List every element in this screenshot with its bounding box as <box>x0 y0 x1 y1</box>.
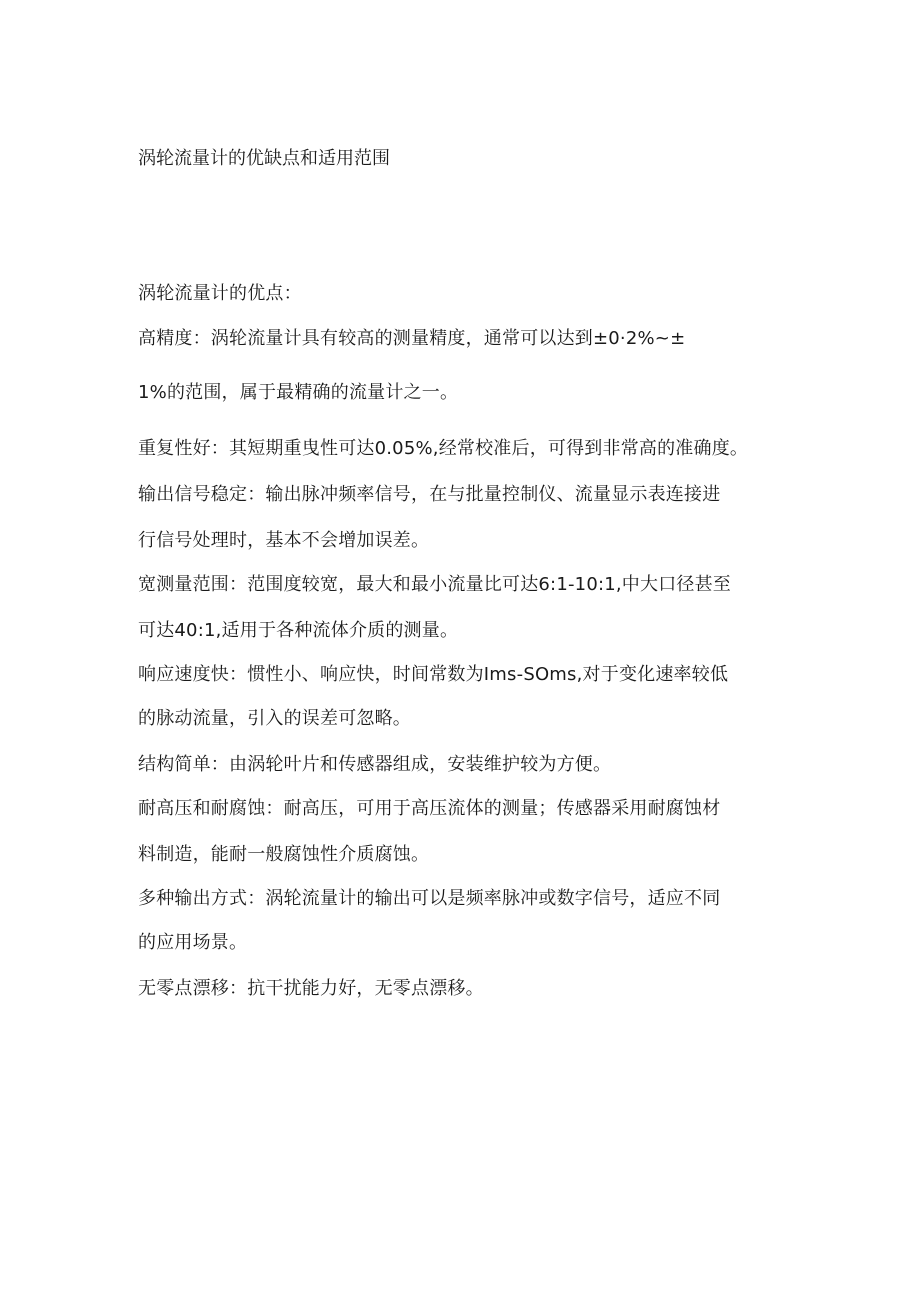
paragraph-line: 多种输出方式：涡轮流量计的输出可以是频率脉冲或数字信号，适应不同 <box>138 888 721 909</box>
paragraph-line: 宽测量范围：范围度较宽，最大和最小流量比可达6:1-10:1,中大口径甚至 <box>138 574 732 595</box>
paragraph-line: 料制造，能耐一般腐蚀性介质腐蚀。 <box>138 844 430 865</box>
paragraph-line: 的脉动流量，引入的误差可忽略。 <box>138 708 411 729</box>
paragraph-line: 结构简单：由涡轮叶片和传感器组成，安装维护较为方便。 <box>138 754 612 775</box>
paragraph-line: 无零点漂移：抗干扰能力好，无零点漂移。 <box>138 978 484 999</box>
paragraph-line: 可达40:1,适用于各种流体介质的测量。 <box>138 620 459 641</box>
document-title: 涡轮流量计的优缺点和适用范围 <box>138 148 390 169</box>
document-body <box>138 281 798 1002</box>
paragraph-line: 1%的范围，属于最精确的流量计之一。 <box>138 382 459 403</box>
paragraph-line: 重复性好：其短期重曳性可达0.05%,经常校准后，可得到非常高的准确度。 <box>138 438 749 459</box>
paragraph-line: 的应用场景。 <box>138 932 248 953</box>
paragraph-line: 高精度：涡轮流量计具有较高的测量精度，通常可以达到±0·2%~± <box>138 328 686 349</box>
paragraph-line: 响应速度快：惯性小、响应快，时间常数为Ims-SOms,对于变化速率较低 <box>138 664 729 685</box>
paragraph-line: 行信号处理时，基本不会增加误差。 <box>138 530 430 551</box>
advantages-heading: 涡轮流量计的优点： <box>138 283 302 304</box>
paragraph-line: 输出信号稳定：输出脉冲频率信号，在与批量控制仪、流量显示表连接进 <box>138 484 721 505</box>
paragraph-line: 耐高压和耐腐蚀：耐高压，可用于高压流体的测量；传感器采用耐腐蚀材 <box>138 798 721 819</box>
